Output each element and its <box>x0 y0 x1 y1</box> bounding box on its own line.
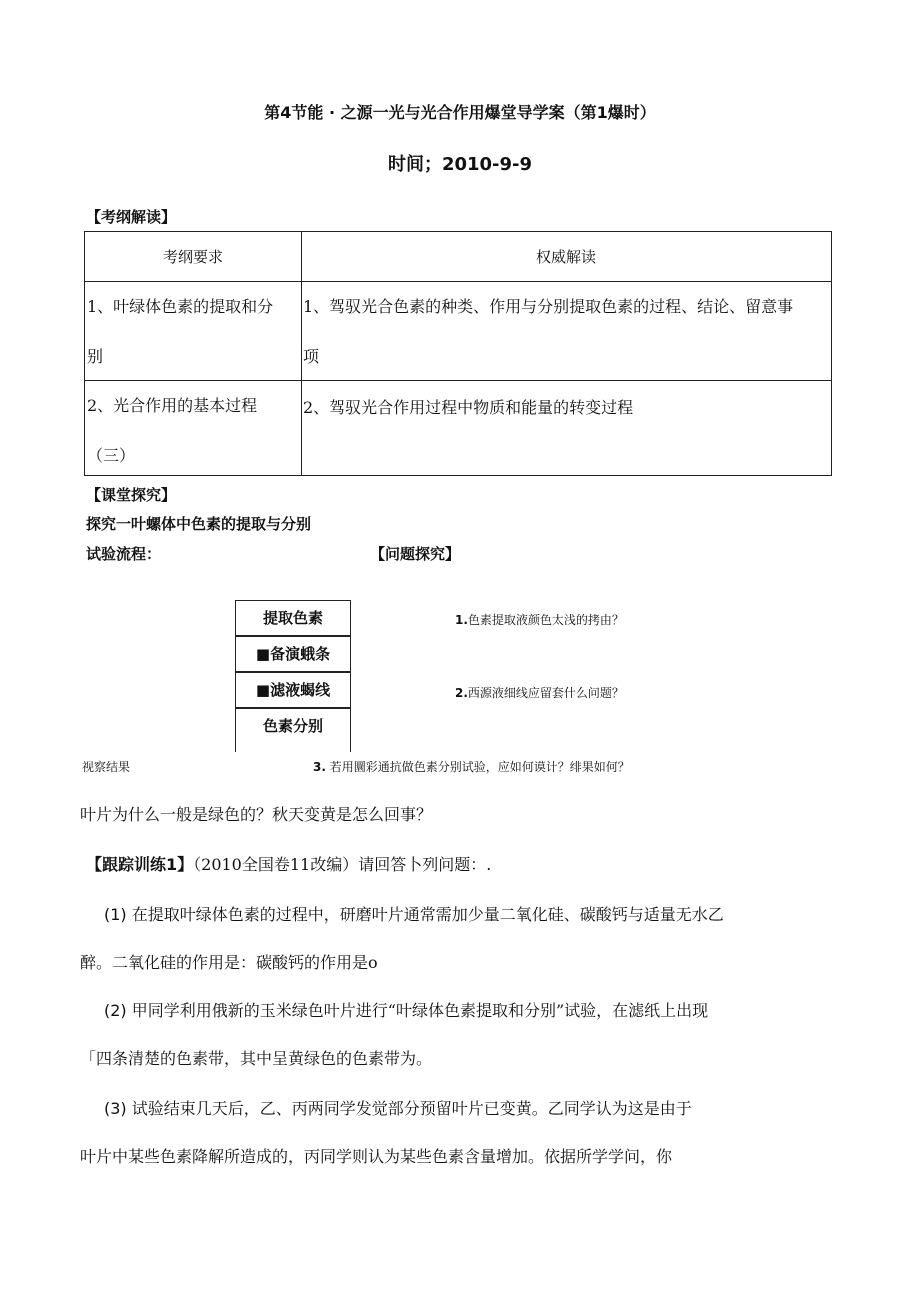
question-text: 甲同学利用俄新的玉米绿色叶片进行“叶绿体色素提取和分别”试验，在滤纸上出现 <box>131 1001 709 1020</box>
document-title: 第4节能 · 之源一光与光合作用爆堂导学案（第1爆时） <box>264 103 656 122</box>
exercise-q1-line1 <box>104 902 724 925</box>
table-cell-interpretation-2: 2、驾驭光合作用过程中物质和能量的转变过程 <box>303 398 634 417</box>
table-header-interpretation: 权威解读 <box>535 248 596 266</box>
flow-step: 提取色素 <box>235 600 351 636</box>
question-text: 西源液细线应留套什么问题？ <box>467 686 624 700</box>
exercise-q3-line1 <box>104 1096 692 1119</box>
question-text: 试验结束几天后，乙、丙两同学发觉部分预留叶片已变黄。乙同学认为这是由于 <box>131 1099 692 1118</box>
flow-step: 色素分别 <box>235 708 351 752</box>
table-cell-requirement-2: 2、光合作用的基本过程（三） <box>87 396 258 465</box>
flow-step: ■滤液蝎线 <box>235 672 351 708</box>
question-number: (2) <box>104 1001 127 1020</box>
table-header-requirement: 考纲要求 <box>162 248 223 266</box>
leaf-color-question: 叶片为什么一般是绿色的？秋天变黄是怎么回事？ <box>80 805 433 824</box>
exercise-q2-line1 <box>104 998 708 1021</box>
exercise-q3-line2: 叶片中某些色素降解所造成的，丙同学则认为某些色素含量增加。依据所学学问，你 <box>80 1147 673 1166</box>
table-cell-interpretation-1: 1、驾驭光合色素的种类、作用与分别提取色素的过程、结论、留意事项 <box>303 297 794 366</box>
question-heading: 【问题探究】 <box>370 545 461 563</box>
question-number: (3) <box>104 1099 127 1118</box>
exercise-source: （2010全国卷11改编）请回答卜列问题：. <box>193 855 492 874</box>
question-2 <box>455 684 624 701</box>
question-number: 3. <box>313 760 326 774</box>
question-number: 1. <box>455 613 468 627</box>
question-text: 色素提取液颜色太浅的拷由？ <box>467 613 624 627</box>
question-number: 2. <box>455 686 468 700</box>
table-column-divider <box>301 232 302 475</box>
question-number: (1) <box>104 905 127 924</box>
classroom-heading: 【课堂探究】 <box>86 486 177 504</box>
document-date: 时间；2010-9-9 <box>387 154 533 175</box>
table-cell-requirement-1: 1、叶绿体色素的提取和分别 <box>87 297 274 366</box>
question-1 <box>455 611 624 628</box>
process-label: 试验流程： <box>86 545 162 563</box>
exercise-q1-line2: 醉。二氧化硅的作用是：碳酸钙的作用是o <box>80 953 378 972</box>
exercise-header <box>86 852 491 875</box>
syllabus-heading: 【考纲解读】 <box>86 208 177 226</box>
flow-step: ■备演蛾条 <box>235 636 351 672</box>
exercise-q2-line2: 「四条清楚的色素带，其中呈黄绿色的色素带为。 <box>80 1049 433 1068</box>
exercise-label: 【跟踪训练1】 <box>86 855 194 874</box>
question-text: 若用圜彩通抗做色素分别试验，应如何谟计？绯果如何？ <box>329 760 630 774</box>
explore1-title: 探究一叶螺体中色素的提取与分别 <box>86 515 312 533</box>
observe-label: 视察结果 <box>82 760 131 774</box>
process-flowchart <box>235 600 351 754</box>
question-text: 在提取叶绿体色素的过程中，研磨叶片通常需加少量二氧化硅、碳酸钙与适量无水乙 <box>131 905 724 924</box>
question-3 <box>313 758 630 775</box>
syllabus-table <box>84 231 832 476</box>
